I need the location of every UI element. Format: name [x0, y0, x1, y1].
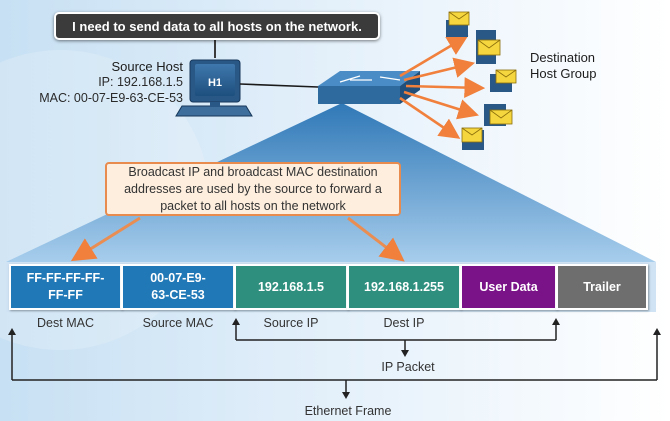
source-mac-field [121, 264, 235, 310]
dest-ip-value: 192.168.1.255 [364, 279, 444, 294]
source-mac-label: Source MAC [142, 316, 214, 330]
trailer-value: Trailer [583, 279, 621, 294]
dest-mac-field [9, 264, 122, 310]
user-data-value: User Data [479, 279, 538, 294]
dest-mac-line-1: FF-FF-FF-FF- [26, 271, 105, 285]
source-mac-line-2: 63-CE-53 [151, 288, 205, 302]
source-ip-label: Source IP [263, 316, 319, 330]
broadcast-callout [105, 162, 401, 216]
destination-line-2: Host Group [530, 66, 597, 81]
callout-text: Broadcast IP and broadcast MAC destination addresses are used by the source to forward a packet to all hosts on the network [124, 164, 382, 213]
dest-ip-label: Dest IP [383, 316, 425, 330]
destination-host-icon [462, 128, 484, 150]
speech-bubble-text: I need to send data to all hosts on the network. [72, 18, 362, 34]
source-mac-line-1: 00-07-E9- [150, 271, 206, 285]
dest-mac-label: Dest MAC [37, 316, 94, 330]
ip-packet-label: IP Packet [381, 360, 435, 374]
source-host-mac: MAC: 00-07-E9-63-CE-53 [39, 91, 183, 105]
switch-icon [318, 71, 420, 104]
speech-bubble [54, 12, 380, 40]
dest-mac-line-2: FF-FF [48, 288, 83, 302]
source-host-ip: IP: 192.168.1.5 [98, 75, 183, 89]
pc-label: H1 [207, 77, 223, 89]
source-ip-field [234, 264, 348, 310]
source-host-title: Source Host [111, 59, 183, 74]
ethernet-frame-label: Ethernet Frame [304, 404, 392, 418]
destination-line-1: Destination [530, 50, 596, 65]
trailer-field [556, 264, 648, 310]
destination-host-icon [446, 12, 469, 37]
source-ip-value: 192.168.1.5 [257, 279, 325, 294]
user-data-field [460, 264, 557, 310]
destination-host-group-label [530, 50, 596, 82]
dest-ip-field [347, 264, 461, 310]
source-host-info [39, 59, 183, 106]
